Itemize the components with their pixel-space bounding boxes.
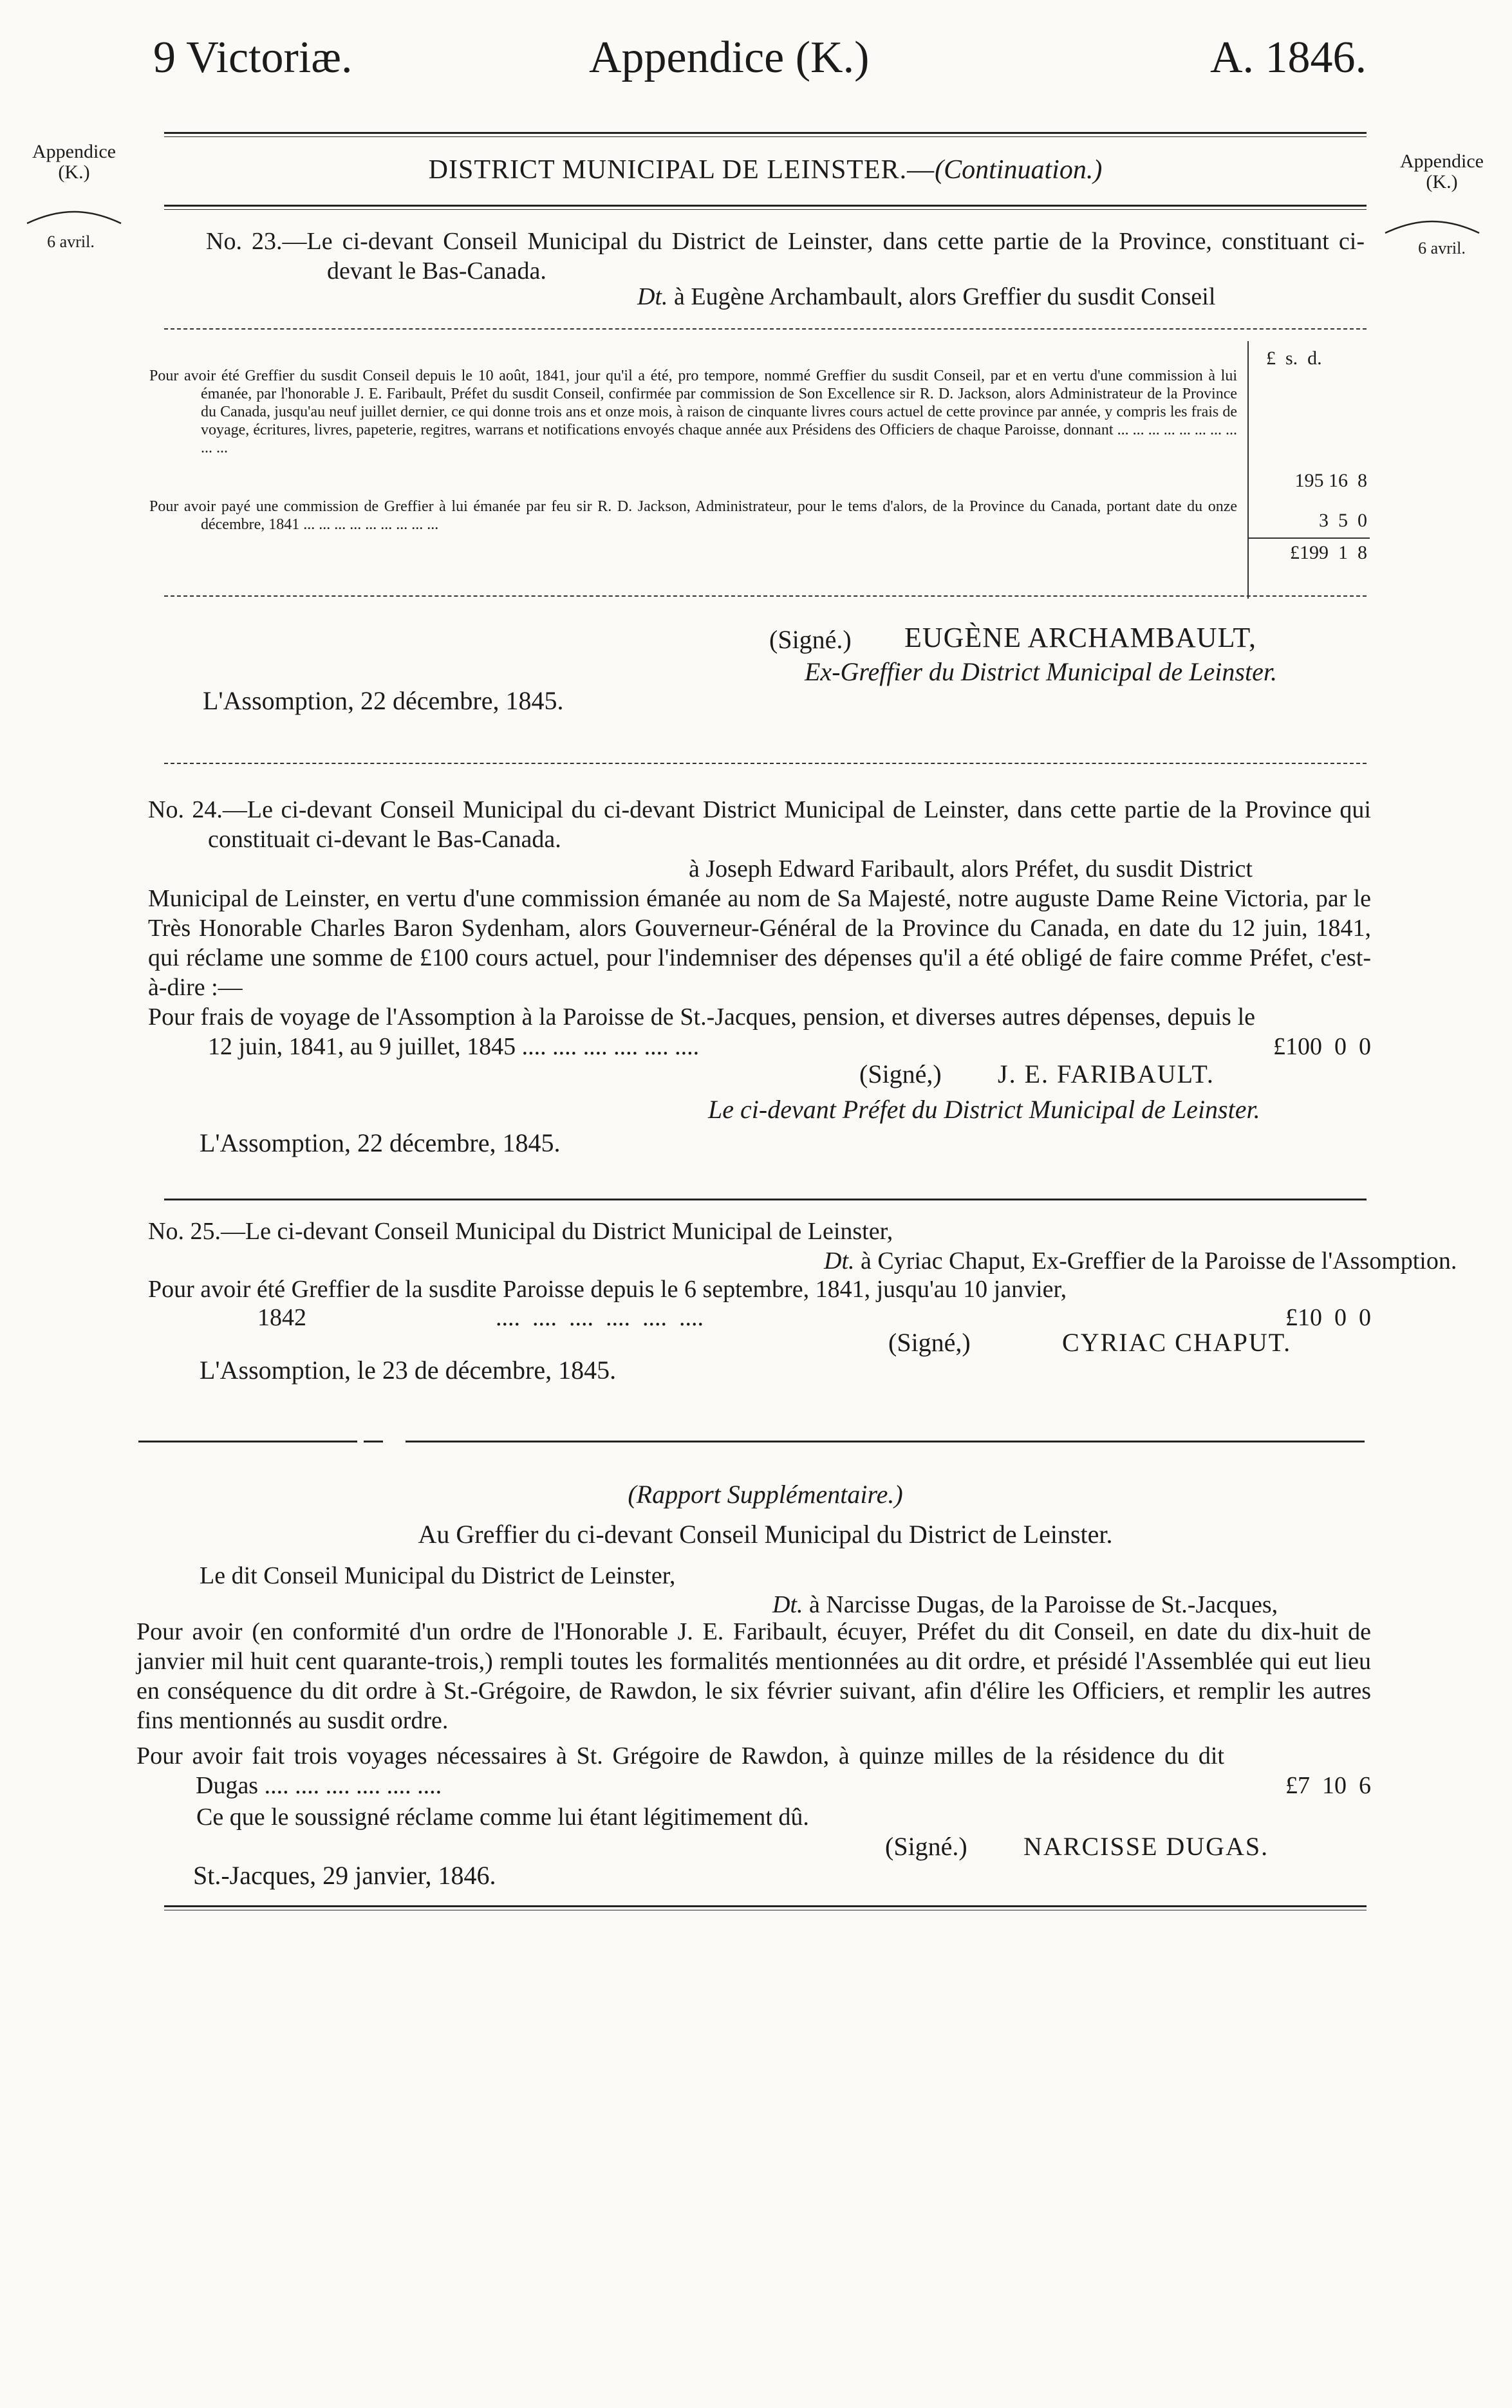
margin-date-left: 6 avril. [47,232,95,251]
n23-item-2-amount: 3 5 0 [1319,510,1367,531]
n24-heading: No. 24.—Le ci-devant Conseil Municipal du ci-devant District Municipal de Leinster, dans cette partie de la Province qui constituait ci-devant le Bas-Canada. [148,796,1371,853]
n24-signed: (Signé,) [859,1059,942,1088]
margin-appendix-left: Appendice (K.) [32,141,116,183]
running-head-center: Appendice (K.) [589,33,870,82]
section-title [164,154,1367,185]
separator-25-supp-a [138,1441,357,1442]
supp-paragraph: Pour avoir (en conformité d'un ordre de l'Honorable J. E. Faribault, écuyer, Préfet du dit Conseil, en date du dix-huit de janvier mil huit cent quarante-trois,) rempli toutes les formalités mentionnées au dit ordre, et présidé l'Assemblée qui eut lieu en conséquence du dit ordre à St.-Grégoire, de Rawdon, le six février suivant, afin d'élire les Officiers, et remplir les autres fins mentionnés au susdit ordre. [136,1618,1371,1734]
n23-signer-title: Ex-Greffier du District Municipal de Leinster. [805,657,1277,686]
n25-item-dots: .... .... .... .... .... .... [496,1304,704,1331]
n23-dt: Dt. [637,283,668,310]
supp-signer: NARCISSE DUGAS. [1023,1832,1269,1861]
n25-place-date: L'Assomption, le 23 de décembre, 1845. [200,1356,617,1385]
n24-signer: J. E. FARIBAULT. [998,1059,1215,1088]
n23-signer: EUGÈNE ARCHAMBAULT, [904,622,1257,653]
n23-dt-rest: à Eugène Archambault, alors Greffier du susdit Conseil [674,283,1216,310]
n23-account-table [149,341,1372,599]
n24-place-date: L'Assomption, 22 décembre, 1845. [200,1128,561,1157]
supp-amount: £7 10 6 [1285,1772,1371,1799]
n23-total-rule [1247,537,1370,539]
n24-item: Pour frais de voyage de l'Assomption à la Paroisse de St.-Jacques, pension, et diverses autres dépenses, depuis le 12 juin, 1841, au 9 juillet, 1845 .... .... .... .... .... .... [148,1003,1255,1060]
supp-claim: Ce que le soussigné réclame comme lui étant légitimement dû. [196,1804,809,1831]
separator-25-supp-b [364,1441,383,1442]
supp-signed: (Signé.) [885,1832,967,1861]
n23-place-date: L'Assomption, 22 décembre, 1845. [203,686,564,715]
separator-23-24 [164,763,1367,764]
supp-debtor: Le dit Conseil Municipal du District de Leinster, [200,1562,676,1589]
brace-left-icon [26,209,122,226]
separator-24-25 [164,1199,1367,1200]
n23-column-header: £ s. d. [1266,348,1322,369]
n23-table-bottom-rule [164,595,1367,597]
supp-place-date: St.-Jacques, 29 janvier, 1846. [193,1861,496,1890]
n23-signed: (Signé.) [769,625,852,654]
supp-item: Pour avoir fait trois voyages nécessaires à St. Grégoire de Rawdon, à quinze milles de la résidence du dit Dugas .... .... .... .... .... .... [136,1742,1224,1799]
supp-dt: Dt. [772,1591,803,1618]
section-title-rule [164,205,1367,210]
n23-heading: No. 23.—Le ci-devant Conseil Municipal du District de Leinster, dans cette partie de la Province, constituant ci-devant le Bas-Canada. [206,228,1365,285]
supp-addressee: Au Greffier du ci-devant Conseil Municipal du District de Leinster. [418,1520,1113,1549]
n25-signer: CYRIAC CHAPUT. [1062,1328,1292,1357]
n24-amount: £100 0 0 [1273,1033,1371,1060]
supp-debtor-line [772,1590,1278,1619]
n23-debtor-line [637,282,1215,312]
section-title-main: DISTRICT MUNICIPAL DE LEINSTER.— [428,155,935,185]
margin-appendix-right: Appendice (K.) [1400,151,1484,192]
n23-item-2: Pour avoir payé une commission de Greffier à lui émanée par feu sir R. D. Jackson, Administrateur, pour le tems d'alors, de la Province du Canada, portant date du onze décembre, 1841 ... ... ... ... ... ... ... ... ... [149,498,1237,533]
supp-title: (Rapport Supplémentaire.) [628,1480,903,1509]
n23-item-1: Pour avoir été Greffier du susdit Conseil depuis le 10 août, 1841, jour qu'il a été, pro tempore, nommé Greffier du susdit Conseil, par et en vertu d'une commission à lui émanée, par l'honorable J. E. Faribault, Préfet du susdit Conseil, confirmée par commission de Son Excellence sir R. D. Jackson, alors Administrateur de la Province du Canada, jusqu'au neuf juillet dernier, ce qui donne trois ans et onze mois, à raison de cinquante livres cours actuel de cette province par année, y compris les frais de voyage, écritures, livres, papeterie, regitres, warrans et notifications envoyés chaque année aux Présidens des Officiers de chaque Paroisse, donnant ... ... ... ... ... ... ... ... ... ... [149,368,1237,456]
n23-total: £199 1 8 [1290,542,1367,563]
n25-dt: Dt. [824,1247,855,1274]
n24-debtor-line: à Joseph Edward Faribault, alors Préfet, du susdit District [689,855,1253,882]
n25-heading: No. 25.—Le ci-devant Conseil Municipal du District Municipal de Leinster, [148,1218,893,1245]
section-title-continuation: (Continuation.) [935,155,1103,185]
brace-right-icon [1384,219,1480,236]
running-head-left: 9 Victoriæ. [153,33,353,82]
n23-column-rule [1247,341,1249,599]
header-rule [164,132,1367,137]
n24-paragraph: Municipal de Leinster, en vertu d'une commission émanée au nom de Sa Majesté, notre auguste Dame Reine Victoria, par le Très Honorable Charles Baron Sydenham, alors Gouverneur-Général de la Province du Canada, en date du 12 juin, 1841, qui réclame une somme de £100 cours actuel, pour l'indemniser des dépenses qu'il a été obligé de faire comme Préfet, c'est-à-dire :— [148,885,1371,1001]
n25-item: Pour avoir été Greffier de la susdite Paroisse depuis le 6 septembre, 1841, jusqu'au 10 janvier, [148,1276,1067,1303]
n23-table-top-rule [164,328,1367,330]
separator-25-supp-c [406,1441,1365,1442]
n24-signer-title: Le ci-devant Préfet du District Municipal de Leinster. [708,1095,1260,1124]
margin-date-right: 6 avril. [1418,239,1466,257]
n25-amount: £10 0 0 [1285,1304,1371,1331]
n25-item-year: 1842 [257,1304,306,1331]
n25-signed: (Signé,) [888,1328,971,1357]
running-head-right: A. 1846. [1210,33,1367,82]
n23-item-1-amount: 195 16 8 [1294,470,1367,491]
closing-rule [164,1905,1367,1910]
supp-dt-rest: à Narcisse Dugas, de la Paroisse de St.-Jacques, [809,1591,1278,1618]
n25-dt-rest: à Cyriac Chaput, Ex-Greffier de la Paroisse de l'Assomption. [861,1247,1457,1274]
n25-debtor-line [824,1246,1457,1276]
